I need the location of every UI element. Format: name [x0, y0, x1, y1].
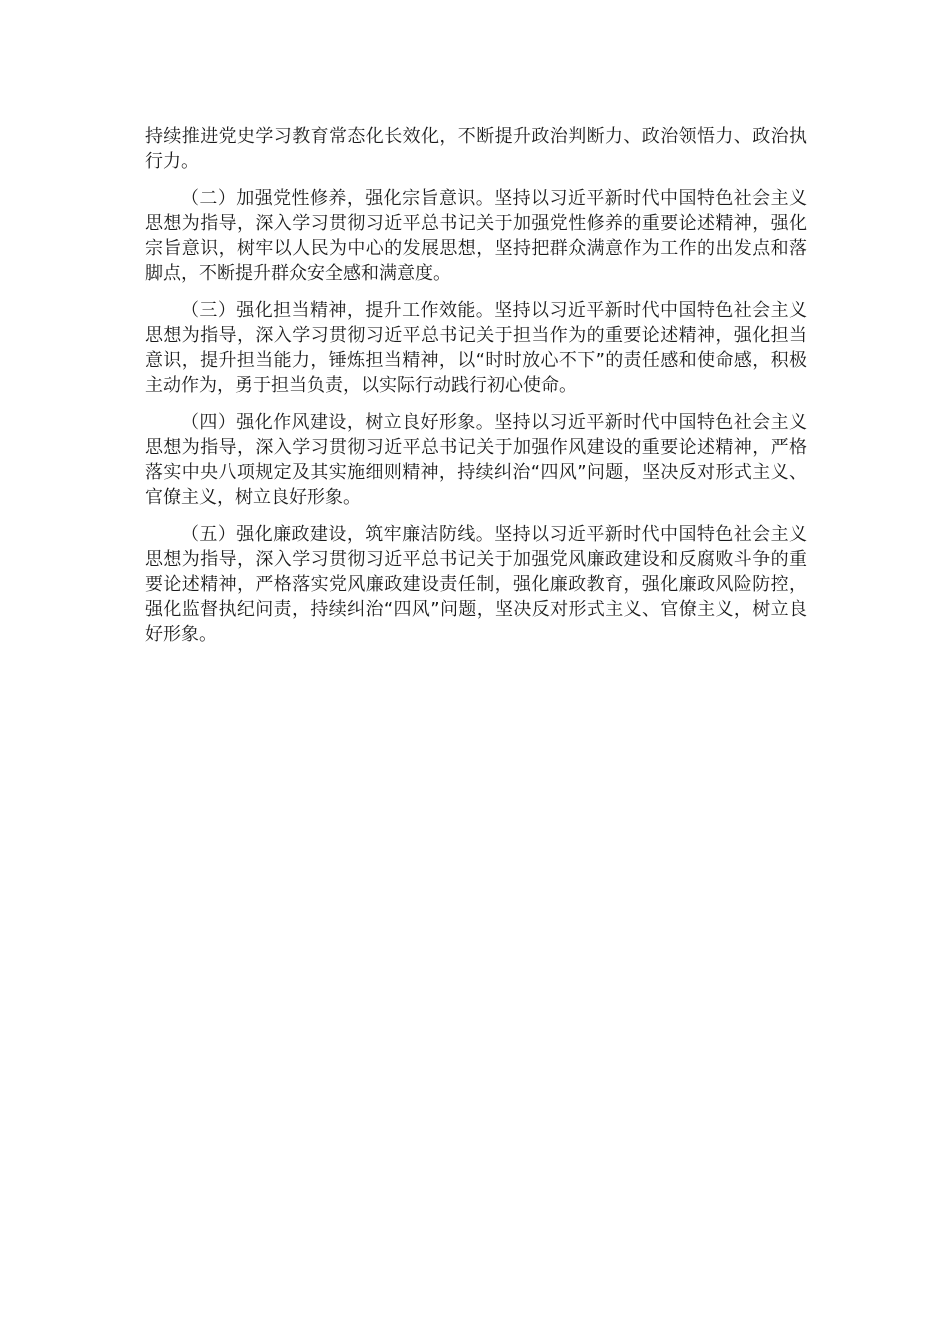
- paragraph-continuation: 持续推进党史学习教育常态化长效化，不断提升政治判断力、政治领悟力、政治执行力。: [145, 126, 807, 172]
- paragraph-section-4: （四）强化作风建设，树立良好形象。坚持以习近平新时代中国特色社会主义思想为指导，深入学习贯彻习近平总书记关于加强作风建设的重要论述精神，严格落实中央八项规定及其实施细则精神，持续纠治“四风”问题，坚决反对形式主义、官僚主义，树立良好形象。: [145, 412, 807, 508]
- paragraph-section-2: （二）加强党性修养，强化宗旨意识。坚持以习近平新时代中国特色社会主义思想为指导，深入学习贯彻习近平总书记关于加强党性修养的重要论述精神，强化宗旨意识，树牢以人民为中心的发展思想，坚持把群众满意作为工作的出发点和落脚点，不断提升群众安全感和满意度。: [145, 188, 807, 284]
- paragraph-section-5: （五）强化廉政建设，筑牢廉洁防线。坚持以习近平新时代中国特色社会主义思想为指导，深入学习贯彻习近平总书记关于加强党风廉政建设和反腐败斗争的重要论述精神，严格落实党风廉政建设责任制，强化廉政教育，强化廉政风险防控，强化监督执纪问责，持续纠治“四风”问题，坚决反对形式主义、官僚主义，树立良好形象。: [145, 524, 807, 645]
- paragraph-section-3: （三）强化担当精神，提升工作效能。坚持以习近平新时代中国特色社会主义思想为指导，深入学习贯彻习近平总书记关于担当作为的重要论述精神，强化担当意识，提升担当能力，锤炼担当精神，以“时时放心不下”的责任感和使命感，积极主动作为，勇于担当负责，以实际行动践行初心使命。: [145, 300, 807, 396]
- document-body: [145, 124, 807, 659]
